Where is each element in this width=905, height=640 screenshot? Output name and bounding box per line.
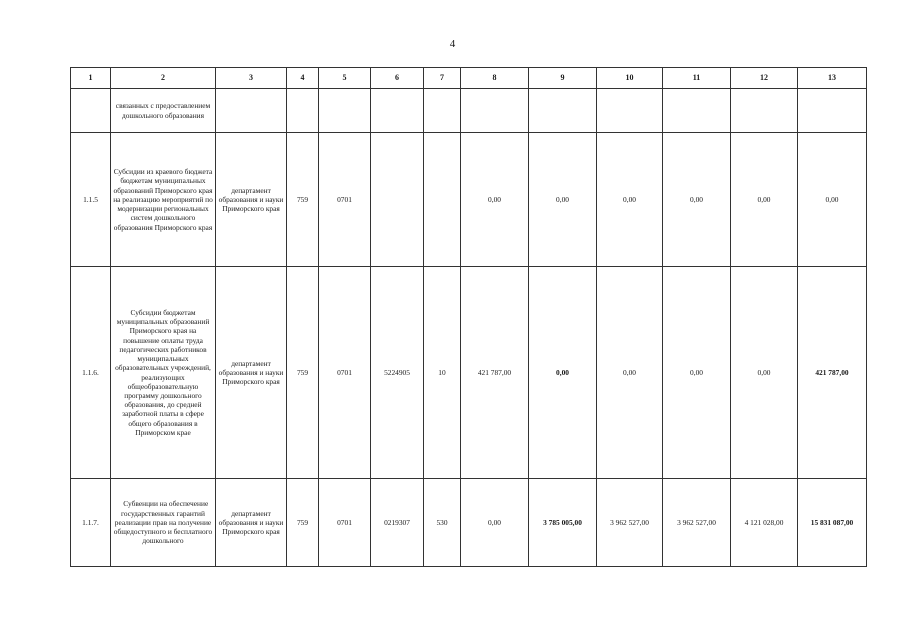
row-department: департамент образования и науки Приморского края <box>216 267 287 479</box>
row-description: Субсидии из краевого бюджета бюджетам муниципальных образований Приморского края на реализацию мероприятий по модернизации региональных систем дошкольного образования Приморского края <box>111 133 216 267</box>
cell-c4: 759 <box>287 479 319 567</box>
row-number: 1.1.5 <box>71 133 111 267</box>
row-department: департамент образования и науки Приморского края <box>216 479 287 567</box>
cell-c5: 0701 <box>319 479 371 567</box>
cell-c13: 0,00 <box>798 133 867 267</box>
column-header: 3 <box>216 68 287 89</box>
cell-c9 <box>529 89 597 133</box>
cell-c5 <box>319 89 371 133</box>
cell-c10: 0,00 <box>597 267 663 479</box>
column-header: 12 <box>731 68 798 89</box>
row-description: связанных с предоставлением дошкольного образования <box>111 89 216 133</box>
column-header: 6 <box>371 68 424 89</box>
cell-c10 <box>597 89 663 133</box>
cell-c7: 530 <box>424 479 461 567</box>
cell-c6: 5224905 <box>371 267 424 479</box>
column-header: 1 <box>71 68 111 89</box>
cell-c4: 759 <box>287 133 319 267</box>
table-row <box>71 267 867 479</box>
column-header: 7 <box>424 68 461 89</box>
column-header: 5 <box>319 68 371 89</box>
row-department <box>216 89 287 133</box>
cell-c9: 3 785 005,00 <box>529 479 597 567</box>
cell-c9: 0,00 <box>529 267 597 479</box>
table-row <box>71 89 867 133</box>
page-number: 4 <box>449 38 456 50</box>
cell-c5: 0701 <box>319 267 371 479</box>
row-number: 1.1.7. <box>71 479 111 567</box>
cell-c11: 0,00 <box>663 133 731 267</box>
cell-c12: 0,00 <box>731 133 798 267</box>
cell-c11: 3 962 527,00 <box>663 479 731 567</box>
cell-c7 <box>424 133 461 267</box>
budget-table <box>70 67 867 567</box>
cell-c7: 10 <box>424 267 461 479</box>
row-number: 1.1.6. <box>71 267 111 479</box>
cell-c6: 0219307 <box>371 479 424 567</box>
column-header: 13 <box>798 68 867 89</box>
column-header: 2 <box>111 68 216 89</box>
cell-c6 <box>371 133 424 267</box>
cell-c11: 0,00 <box>663 267 731 479</box>
cell-c13: 421 787,00 <box>798 267 867 479</box>
cell-c8 <box>461 89 529 133</box>
cell-c6 <box>371 89 424 133</box>
cell-c12 <box>731 89 798 133</box>
cell-c8: 0,00 <box>461 479 529 567</box>
cell-c10: 0,00 <box>597 133 663 267</box>
row-department: департамент образования и науки Приморского края <box>216 133 287 267</box>
cell-c12: 4 121 028,00 <box>731 479 798 567</box>
cell-c8: 421 787,00 <box>461 267 529 479</box>
row-description: Субсидии бюджетам муниципальных образований Приморского края на повышение оплаты труда педагогических работников муниципальных образовательных учреждений, реализующих общеобразовательную программу дошкольного образования, до средней заработной платы в сфере общего образования в Приморском крае <box>111 267 216 479</box>
column-header: 9 <box>529 68 597 89</box>
cell-c13 <box>798 89 867 133</box>
cell-c13: 15 831 087,00 <box>798 479 867 567</box>
table-row <box>71 133 867 267</box>
cell-c5: 0701 <box>319 133 371 267</box>
cell-c12: 0,00 <box>731 267 798 479</box>
column-header: 4 <box>287 68 319 89</box>
table-row <box>71 479 867 567</box>
row-description: Субвенции на обеспечение государственных гарантий реализации прав на получение общедоступного и бесплатного дошкольного <box>111 479 216 567</box>
cell-c8: 0,00 <box>461 133 529 267</box>
cell-c11 <box>663 89 731 133</box>
cell-c4 <box>287 89 319 133</box>
row-number <box>71 89 111 133</box>
column-header: 10 <box>597 68 663 89</box>
column-header: 8 <box>461 68 529 89</box>
cell-c10: 3 962 527,00 <box>597 479 663 567</box>
cell-c4: 759 <box>287 267 319 479</box>
cell-c7 <box>424 89 461 133</box>
cell-c9: 0,00 <box>529 133 597 267</box>
column-header: 11 <box>663 68 731 89</box>
header-row <box>71 68 867 89</box>
